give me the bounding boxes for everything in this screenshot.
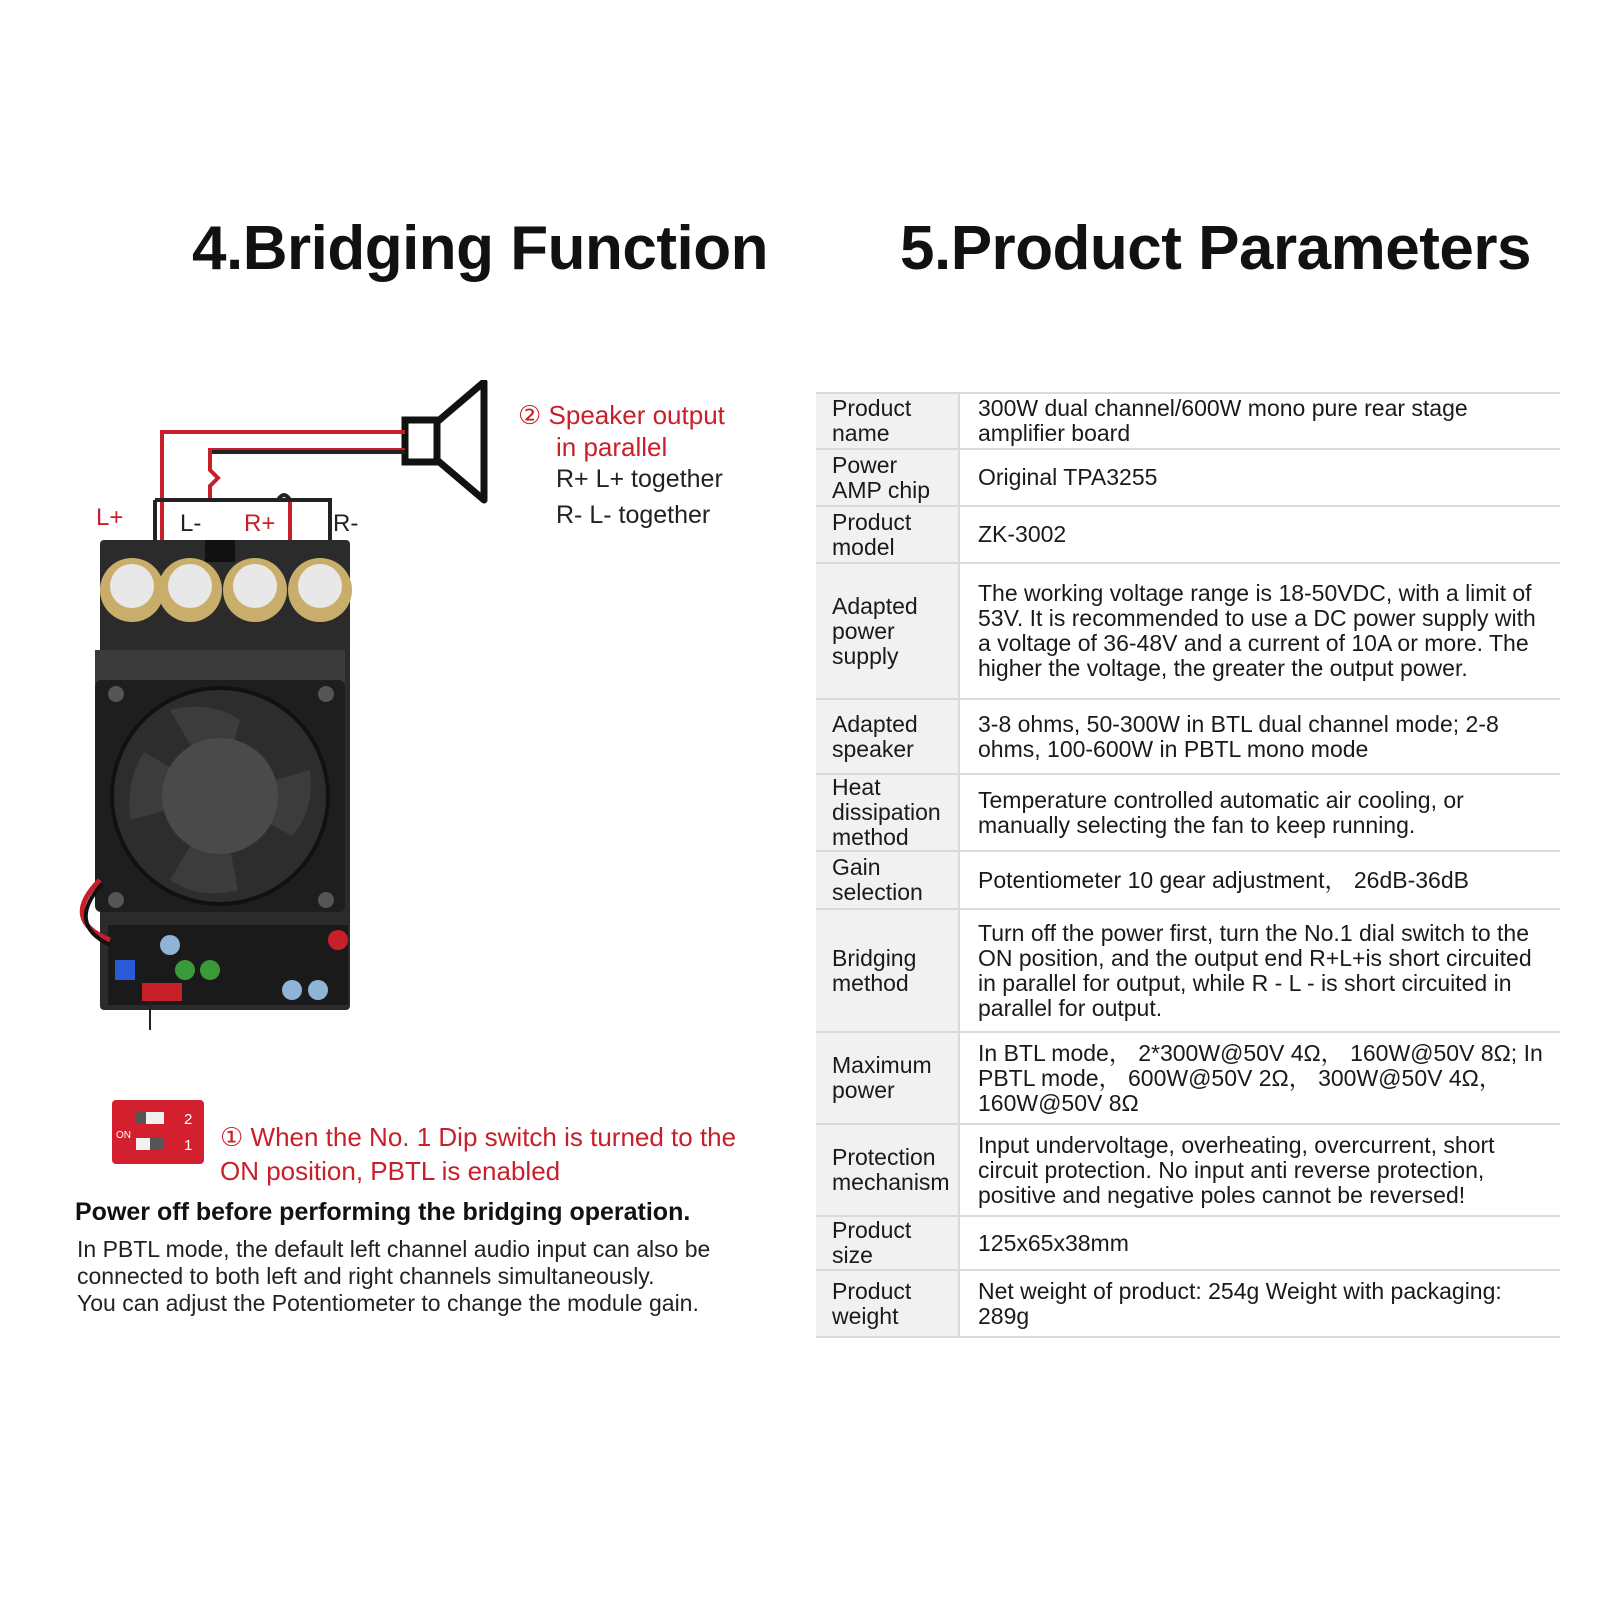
param-label: Protection mechanism: [816, 1124, 959, 1216]
param-value: The working voltage range is 18-50VDC, with a limit of 53V. It is recommended to use a DC power supply with a voltage of 36-48V and a current of 10A or more. The higher the voltage, the greater the output power.: [959, 563, 1560, 699]
param-row-product-weight: [816, 1270, 1560, 1337]
param-value: Input undervoltage, overheating, overcurrent, short circuit protection. No input anti reverse protection, positive and negative poles cannot be reversed!: [959, 1124, 1560, 1216]
terminal-label-r-minus: R-: [333, 510, 359, 537]
param-value: 125x65x38mm: [959, 1216, 1560, 1270]
dip-switch-on-label: ON: [116, 1130, 131, 1141]
speaker-note-rplus-lplus: R+ L+ together: [556, 465, 723, 493]
dip-switch-note: [220, 1120, 736, 1188]
param-label: Heat dissipation method: [816, 774, 959, 851]
pbtl-notes: [77, 1236, 797, 1317]
param-label: Product size: [816, 1216, 959, 1270]
dip-switch-number-1: 1: [184, 1137, 193, 1154]
dip-switch-note-line1: ① When the No. 1 Dip switch is turned to the: [220, 1122, 737, 1152]
terminal-label-l-minus: L-: [180, 510, 202, 537]
section-title-parameters: 5.Product Parameters: [900, 214, 1531, 283]
param-row-gain-selection: [816, 851, 1560, 909]
param-value: Original TPA3255: [959, 449, 1560, 506]
parameters-table: [816, 392, 1560, 1338]
param-row-bridging-method: [816, 909, 1560, 1032]
pbtl-note-line2: connected to both left and right channels simultaneously.: [77, 1263, 655, 1289]
amplifier-board: [82, 540, 352, 1010]
board-dip-switch: [142, 983, 182, 1001]
pbtl-note-line1: In PBTL mode, the default left channel audio input can also be: [77, 1236, 711, 1262]
param-row-product-name: [816, 393, 1560, 449]
amplifier-board-illustration: [60, 380, 500, 1030]
param-row-power-amp-chip: [816, 449, 1560, 506]
speaker-output-note-line2: in parallel: [556, 432, 668, 462]
param-value: 3-8 ohms, 50-300W in BTL dual channel mode; 2-8 ohms, 100-600W in PBTL mono mode: [959, 699, 1560, 774]
speaker-note-rminus-lminus: R- L- together: [556, 501, 711, 529]
param-value: Potentiometer 10 gear adjustment， 26dB-36dB: [959, 851, 1560, 909]
power-off-warning: Power off before performing the bridging operation.: [75, 1198, 691, 1226]
section-title-bridging: 4.Bridging Function: [192, 214, 768, 283]
param-label: Adapted power supply: [816, 563, 959, 699]
param-label: Product weight: [816, 1270, 959, 1337]
speaker-icon: [405, 382, 484, 500]
param-label: Product model: [816, 506, 959, 563]
param-label: Adapted speaker: [816, 699, 959, 774]
param-value: ZK-3002: [959, 506, 1560, 563]
dip-switch-closeup-icon: [112, 1100, 204, 1164]
param-label: Gain selection: [816, 851, 959, 909]
param-value: 300W dual channel/600W mono pure rear stage amplifier board: [959, 393, 1560, 449]
dip-switch-note-line2: ON position, PBTL is enabled: [220, 1156, 561, 1186]
param-label: Maximum power: [816, 1032, 959, 1124]
speaker-output-note: [518, 399, 725, 463]
param-value: Turn off the power first, turn the No.1 dial switch to the ON position, and the output end R+L+is short circuited in parallel for output, while R - L - is short circuited in parallel for output.: [959, 909, 1560, 1032]
speaker-output-note-line1: ② Speaker output: [518, 400, 725, 430]
param-label: Power AMP chip: [816, 449, 959, 506]
param-row-power-supply: [816, 563, 1560, 699]
pbtl-note-line3: You can adjust the Potentiometer to change the module gain.: [77, 1290, 699, 1316]
dip-switch-number-2: 2: [184, 1111, 193, 1128]
terminal-label-l-plus: L+: [96, 504, 124, 531]
param-row-heat-dissipation: [816, 774, 1560, 851]
param-value: Net weight of product: 254g Weight with packaging: 289g: [959, 1270, 1560, 1337]
param-row-product-size: [816, 1216, 1560, 1270]
param-row-protection: [816, 1124, 1560, 1216]
param-label: Bridging method: [816, 909, 959, 1032]
param-row-maximum-power: [816, 1032, 1560, 1124]
param-value: In BTL mode， 2*300W@50V 4Ω， 160W@50V 8Ω; In PBTL mode， 600W@50V 2Ω， 300W@50V 4Ω， 160W@50V 8Ω: [959, 1032, 1560, 1124]
param-label: Product name: [816, 393, 959, 449]
param-value: Temperature controlled automatic air cooling, or manually selecting the fan to keep running.: [959, 774, 1560, 851]
terminal-label-r-plus: R+: [244, 510, 276, 537]
param-row-adapted-speaker: [816, 699, 1560, 774]
param-row-product-model: [816, 506, 1560, 563]
